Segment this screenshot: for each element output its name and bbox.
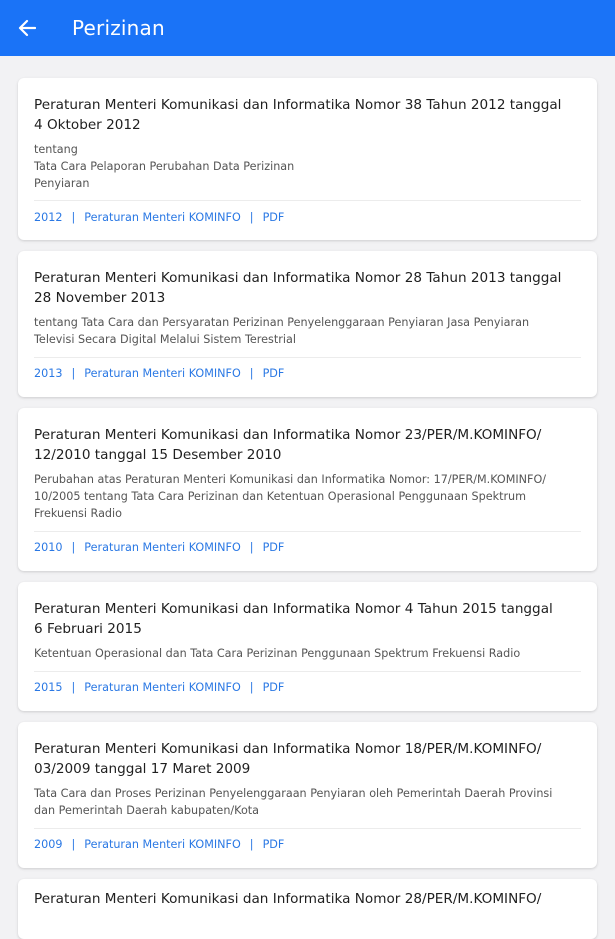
card-description: Ketentuan Operasional dan Tata Cara Perizinan Penggunaan Spektrum Frekuensi Radio xyxy=(34,647,521,660)
card-meta xyxy=(34,681,284,694)
separator: | xyxy=(71,211,76,224)
card-divider xyxy=(34,357,581,358)
year-link[interactable]: 2012 xyxy=(34,211,63,224)
card-description: Perubahan atas Peraturan Menteri Komunikasi dan Informatika Nomor: 17/PER/M.KOMINFO/ 10/2005 tentang Tata Cara Perizinan dan Ketentuan Operasional Penggunaan Spektrum Frekuensi Radio xyxy=(34,473,547,520)
card-divider xyxy=(34,671,581,672)
regulation-card[interactable] xyxy=(18,722,597,868)
pdf-link[interactable]: PDF xyxy=(262,838,285,851)
category-link[interactable]: Peraturan Menteri KOMINFO xyxy=(84,838,241,851)
category-link[interactable]: Peraturan Menteri KOMINFO xyxy=(84,681,241,694)
pdf-link[interactable]: PDF xyxy=(262,541,285,554)
category-link[interactable]: Peraturan Menteri KOMINFO xyxy=(84,541,241,554)
back-button[interactable] xyxy=(15,16,39,40)
separator: | xyxy=(71,541,76,554)
category-link[interactable]: Peraturan Menteri KOMINFO xyxy=(84,211,241,224)
card-meta xyxy=(34,367,284,380)
page-title: Perizinan xyxy=(72,16,165,40)
category-link[interactable]: Peraturan Menteri KOMINFO xyxy=(84,367,241,380)
year-link[interactable]: 2009 xyxy=(34,838,63,851)
card-title: Peraturan Menteri Komunikasi dan Informatika Nomor 28/PER/M.KOMINFO/ xyxy=(34,891,542,907)
separator: | xyxy=(249,681,254,694)
card-title: Peraturan Menteri Komunikasi dan Informatika Nomor 23/PER/M.KOMINFO/ 12/2010 tanggal 15 Desember 2010 xyxy=(34,427,542,463)
card-title: Peraturan Menteri Komunikasi dan Informatika Nomor 28 Tahun 2013 tanggal 28 November 2013 xyxy=(34,270,562,306)
separator: | xyxy=(71,681,76,694)
card-description: tentang Tata Cara Pelaporan Perubahan Data Perizinan Penyiaran xyxy=(34,143,295,190)
regulation-card[interactable] xyxy=(18,879,597,939)
card-description: Tata Cara dan Proses Perizinan Penyelenggaraan Penyiaran oleh Pemerintah Daerah Provinsi dan Pemerintah Daerah kabupaten/Kota xyxy=(34,787,553,817)
separator: | xyxy=(249,541,254,554)
app-bar xyxy=(0,0,615,56)
regulation-card[interactable] xyxy=(18,582,597,711)
card-title: Peraturan Menteri Komunikasi dan Informatika Nomor 18/PER/M.KOMINFO/ 03/2009 tanggal 17 Maret 2009 xyxy=(34,741,542,777)
card-description: tentang Tata Cara dan Persyaratan Perizinan Penyelenggaraan Penyiaran Jasa Penyiaran Televisi Secara Digital Melalui Sistem Terestrial xyxy=(34,316,530,346)
separator: | xyxy=(71,367,76,380)
card-meta xyxy=(34,211,284,224)
pdf-link[interactable]: PDF xyxy=(262,681,285,694)
pdf-link[interactable]: PDF xyxy=(262,211,285,224)
card-title: Peraturan Menteri Komunikasi dan Informatika Nomor 4 Tahun 2015 tanggal 6 Februari 2015 xyxy=(34,601,553,637)
year-link[interactable]: 2010 xyxy=(34,541,63,554)
regulation-card[interactable] xyxy=(18,408,597,571)
pdf-link[interactable]: PDF xyxy=(262,367,285,380)
card-meta xyxy=(34,838,284,851)
separator: | xyxy=(71,838,76,851)
card-meta xyxy=(34,541,284,554)
arrow-left-icon xyxy=(18,19,36,37)
card-divider xyxy=(34,828,581,829)
separator: | xyxy=(249,367,254,380)
separator: | xyxy=(249,211,254,224)
card-divider xyxy=(34,200,581,201)
regulation-card[interactable] xyxy=(18,251,597,397)
card-title: Peraturan Menteri Komunikasi dan Informatika Nomor 38 Tahun 2012 tanggal 4 Oktober 2012 xyxy=(34,97,562,133)
card-divider xyxy=(34,531,581,532)
year-link[interactable]: 2015 xyxy=(34,681,63,694)
separator: | xyxy=(249,838,254,851)
regulation-card[interactable] xyxy=(18,78,597,240)
year-link[interactable]: 2013 xyxy=(34,367,63,380)
